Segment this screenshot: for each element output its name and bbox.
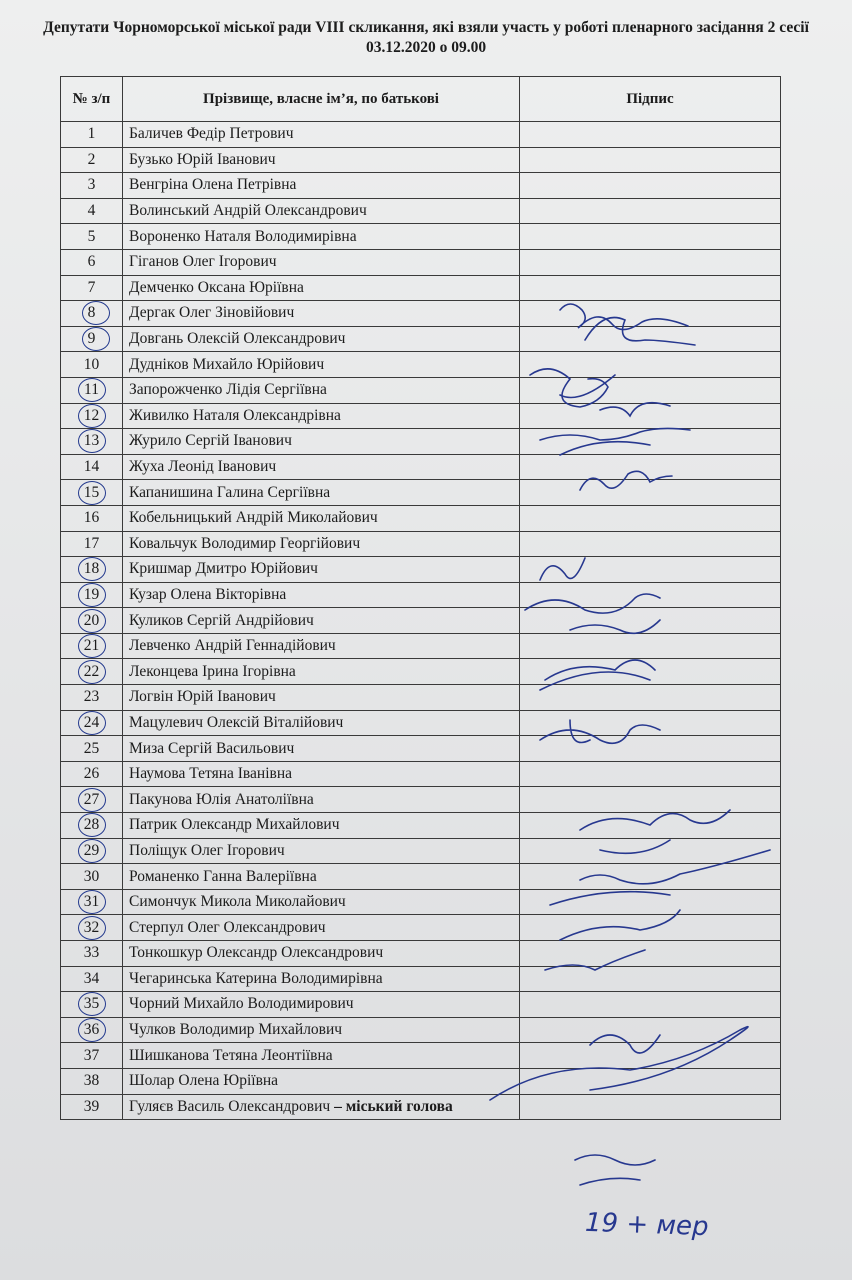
table-row: [61, 710, 781, 736]
table-row: [61, 454, 781, 480]
deputy-name: [123, 147, 520, 173]
table-row: [61, 787, 781, 813]
deputy-name: [123, 275, 520, 301]
deputy-name-text: Запорожченко Лідія Сергіївна: [129, 381, 327, 399]
signature-cell: [520, 531, 781, 557]
signature-cell: [520, 173, 781, 199]
deputy-name: [123, 557, 520, 583]
row-number: [61, 505, 123, 531]
deputy-name-text: Журило Сергій Іванович: [129, 432, 292, 450]
deputy-name-text: Романенко Ганна Валеріївна: [129, 867, 317, 885]
deputy-name-text: Дергак Олег Зіновійович: [129, 304, 295, 322]
deputy-name-text: Симончук Микола Миколайович: [129, 893, 346, 911]
row-number-value: 4: [87, 202, 96, 220]
deputy-name: [123, 403, 520, 429]
signature-cell: [520, 582, 781, 608]
signature-cell: [520, 889, 781, 915]
signature-cell: [520, 429, 781, 455]
row-number-value: 18: [83, 560, 100, 578]
signature-cell: [520, 147, 781, 173]
table-row: [61, 1094, 781, 1120]
row-number-value: 2: [87, 150, 96, 168]
header-signature: Підпис: [520, 77, 781, 122]
signature-cell: [520, 1068, 781, 1094]
row-number: [61, 736, 123, 762]
deputy-name-text: Пакунова Юлія Анатоліївна: [129, 790, 314, 808]
row-number: [61, 301, 123, 327]
signature-cell: [520, 941, 781, 967]
row-number-value: 13: [83, 432, 100, 450]
deputy-name-text: Кузар Олена Вікторівна: [129, 585, 287, 603]
row-number: [61, 326, 123, 352]
deputy-name-text: Чулков Володимир Михайлович: [129, 1021, 343, 1039]
deputy-name: [123, 736, 520, 762]
deputy-name-text: Мацулевич Олексій Віталійович: [129, 713, 344, 731]
table-row: [61, 633, 781, 659]
deputy-name: [123, 224, 520, 250]
deputy-name: [123, 659, 520, 685]
row-number: [61, 531, 123, 557]
handwritten-total-note: 19 + мер: [584, 1207, 710, 1243]
row-number-value: 9: [87, 330, 96, 348]
row-number: [61, 889, 123, 915]
row-number: [61, 275, 123, 301]
row-number-value: 23: [83, 688, 100, 706]
deputy-name: [123, 377, 520, 403]
document-title: Депутати Чорноморської міської ради VIII скликання, які взяли участь у роботі пленарного засідання 2 сесії 03.12.2020 о 09.00: [43, 19, 809, 56]
row-number-value: 27: [83, 790, 100, 808]
deputy-name: [123, 761, 520, 787]
row-number: [61, 480, 123, 506]
row-number-value: 3: [87, 176, 96, 194]
signature-cell: [520, 249, 781, 275]
row-number: [61, 941, 123, 967]
header-full-name: Прізвище, власне ім’я, по батькові: [123, 77, 520, 122]
table-row: [61, 838, 781, 864]
deputy-name: [123, 685, 520, 711]
deputy-name-text: Леконцева Ірина Ігорівна: [129, 662, 296, 680]
deputy-name: [123, 198, 520, 224]
row-number: [61, 173, 123, 199]
deputy-name-text: Капанишина Галина Сергіївна: [129, 483, 331, 501]
deputy-name: [123, 454, 520, 480]
row-number-value: 33: [83, 944, 100, 962]
signature-cell: [520, 377, 781, 403]
deputy-name-text: Баличев Федір Петрович: [129, 125, 294, 143]
row-number-value: 31: [83, 893, 100, 911]
row-number: [61, 249, 123, 275]
row-number: [61, 710, 123, 736]
row-number: [61, 838, 123, 864]
signature-cell: [520, 608, 781, 634]
signature-cell: [520, 454, 781, 480]
table-row: [61, 173, 781, 199]
signature-cell: [520, 403, 781, 429]
deputy-name-text: Кобельницький Андрій Миколайович: [129, 509, 378, 527]
row-number-value: 15: [83, 483, 100, 501]
table-row: [61, 992, 781, 1018]
row-number: [61, 813, 123, 839]
table-row: [61, 736, 781, 762]
signature-cell: [520, 710, 781, 736]
row-number-value: 39: [83, 1097, 100, 1115]
row-number: [61, 659, 123, 685]
row-number: [61, 864, 123, 890]
row-number: [61, 122, 123, 148]
table-row: [61, 480, 781, 506]
deputy-name-text: Кришмар Дмитро Юрійович: [129, 560, 318, 578]
deputy-name-text: Логвін Юрій Іванович: [129, 688, 276, 706]
deputy-name: [123, 1094, 520, 1120]
row-number-value: 16: [83, 509, 100, 527]
row-number-value: 37: [83, 1046, 100, 1064]
row-number: [61, 1094, 123, 1120]
row-number-value: 1: [87, 125, 96, 143]
signature-cell: [520, 915, 781, 941]
row-number-value: 35: [83, 995, 100, 1013]
row-number-value: 36: [83, 1021, 100, 1039]
deputy-name-text: Довгань Олексій Олександрович: [129, 330, 346, 348]
deputy-name: [123, 787, 520, 813]
deputy-name-text: Чегаринська Катерина Володимирівна: [129, 969, 383, 987]
deputy-name-text: Гіганов Олег Ігорович: [129, 253, 277, 271]
row-number-value: 34: [83, 969, 100, 987]
deputy-name: [123, 352, 520, 378]
table-row: [61, 915, 781, 941]
deputy-name-text: Левченко Андрій Геннадійович: [129, 637, 336, 655]
row-number: [61, 966, 123, 992]
row-number-value: 29: [83, 841, 100, 859]
row-number: [61, 224, 123, 250]
signature-cell: [520, 761, 781, 787]
deputy-name: [123, 889, 520, 915]
attendance-table: [60, 76, 781, 1120]
signature-cell: [520, 480, 781, 506]
deputy-name: [123, 838, 520, 864]
row-number-value: 22: [83, 662, 100, 680]
deputy-name-text: Демченко Оксана Юріївна: [129, 278, 304, 296]
row-number: [61, 1068, 123, 1094]
signature-cell: [520, 787, 781, 813]
signature-cell: [520, 633, 781, 659]
row-number: [61, 992, 123, 1018]
deputy-name: [123, 122, 520, 148]
row-number: [61, 198, 123, 224]
mayor-title: – міський голова: [330, 1097, 453, 1115]
row-number-value: 8: [87, 304, 96, 322]
row-number: [61, 147, 123, 173]
deputy-name-text: Шолар Олена Юріївна: [129, 1072, 279, 1090]
deputy-name-text: Куликов Сергій Андрійович: [129, 611, 314, 629]
table-row: [61, 122, 781, 148]
deputy-name: [123, 633, 520, 659]
row-number-value: 7: [87, 278, 96, 296]
row-number: [61, 1017, 123, 1043]
deputy-name-text: Поліщук Олег Ігорович: [129, 841, 285, 859]
deputy-name: [123, 531, 520, 557]
deputy-name-text: Тонкошкур Олександр Олександрович: [129, 944, 384, 962]
deputy-name-text: Вороненко Наталя Володимирівна: [129, 227, 357, 245]
row-number: [61, 582, 123, 608]
deputy-name-text: Шишканова Тетяна Леонтіївна: [129, 1046, 333, 1064]
row-number: [61, 1043, 123, 1069]
table-row: [61, 889, 781, 915]
row-number: [61, 787, 123, 813]
table-header-row: [61, 77, 781, 122]
deputy-name: [123, 1017, 520, 1043]
deputy-name: [123, 505, 520, 531]
table-row: [61, 531, 781, 557]
table-row: [61, 505, 781, 531]
table-row: [61, 429, 781, 455]
deputy-name: [123, 992, 520, 1018]
deputy-name-text: Ковальчук Володимир Георгійович: [129, 534, 361, 552]
row-number: [61, 454, 123, 480]
table-row: [61, 685, 781, 711]
table-row: [61, 352, 781, 378]
row-number-value: 20: [83, 611, 100, 629]
row-number: [61, 761, 123, 787]
table-row: [61, 659, 781, 685]
row-number: [61, 608, 123, 634]
deputy-name: [123, 173, 520, 199]
deputy-name: [123, 326, 520, 352]
row-number-value: 28: [83, 816, 100, 834]
deputy-name: [123, 941, 520, 967]
row-number-value: 6: [87, 253, 96, 271]
row-number: [61, 403, 123, 429]
deputy-name: [123, 813, 520, 839]
deputy-name: [123, 915, 520, 941]
row-number-value: 38: [83, 1072, 100, 1090]
table-row: [61, 301, 781, 327]
table-row: [61, 966, 781, 992]
row-number: [61, 352, 123, 378]
deputy-name: [123, 301, 520, 327]
table-row: [61, 1068, 781, 1094]
deputy-name: [123, 582, 520, 608]
table-row: [61, 1043, 781, 1069]
table-row: [61, 147, 781, 173]
signature-cell: [520, 736, 781, 762]
table-row: [61, 275, 781, 301]
table-row: [61, 761, 781, 787]
deputy-name-text: Стерпул Олег Олександрович: [129, 918, 326, 936]
row-number-value: 17: [83, 534, 100, 552]
signature-cell: [520, 275, 781, 301]
signature-cell: [520, 301, 781, 327]
deputy-name-text: Чорний Михайло Володимирович: [129, 995, 354, 1013]
deputy-name-text: Живилко Наталя Олександрівна: [129, 406, 341, 424]
row-number-value: 14: [83, 458, 100, 476]
row-number: [61, 685, 123, 711]
signature-cell: [520, 1043, 781, 1069]
deputy-name: [123, 864, 520, 890]
table-row: [61, 326, 781, 352]
signature-cell: [520, 198, 781, 224]
deputy-name: [123, 710, 520, 736]
row-number: [61, 915, 123, 941]
table-row: [61, 1017, 781, 1043]
signature-cell: [520, 685, 781, 711]
signature-cell: [520, 326, 781, 352]
table-row: [61, 608, 781, 634]
table-row: [61, 249, 781, 275]
table-row: [61, 377, 781, 403]
signature-cell: [520, 1017, 781, 1043]
table-row: [61, 582, 781, 608]
row-number-value: 32: [83, 918, 100, 936]
row-number-value: 30: [83, 867, 100, 885]
row-number: [61, 633, 123, 659]
row-number-value: 11: [84, 381, 99, 399]
row-number-value: 10: [83, 355, 100, 373]
signature-cell: [520, 1094, 781, 1120]
deputy-name: [123, 966, 520, 992]
signature-cell: [520, 659, 781, 685]
signature-cell: [520, 864, 781, 890]
deputy-name-text: Наумова Тетяна Іванівна: [129, 765, 293, 783]
row-number-value: 26: [83, 765, 100, 783]
deputy-name: [123, 480, 520, 506]
deputy-name-text: Гуляєв Василь Олександрович: [129, 1097, 331, 1115]
deputy-name: [123, 249, 520, 275]
deputy-name: [123, 429, 520, 455]
row-number-value: 24: [83, 713, 100, 731]
signature-cell: [520, 557, 781, 583]
deputy-name-text: Патрик Олександр Михайлович: [129, 816, 340, 834]
signature-cell: [520, 838, 781, 864]
table-row: [61, 864, 781, 890]
table-body: [61, 122, 781, 1120]
row-number-value: 19: [83, 585, 100, 603]
deputy-name-text: Бузько Юрій Іванович: [129, 150, 276, 168]
signature-cell: [520, 352, 781, 378]
signature-cell: [520, 505, 781, 531]
deputy-name-text: Венгріна Олена Петрівна: [129, 176, 297, 194]
table-row: [61, 813, 781, 839]
deputy-name-text: Волинський Андрій Олександрович: [129, 202, 367, 220]
header-number: № з/п: [61, 77, 123, 122]
table-row: [61, 403, 781, 429]
row-number: [61, 429, 123, 455]
signature-cell: [520, 813, 781, 839]
row-number-value: 25: [83, 739, 100, 757]
deputy-name-text: Жуха Леонід Іванович: [129, 458, 277, 476]
table-row: [61, 224, 781, 250]
table-row: [61, 941, 781, 967]
deputy-name: [123, 1068, 520, 1094]
deputy-name: [123, 608, 520, 634]
table-row: [61, 557, 781, 583]
signature-cell: [520, 224, 781, 250]
table-row: [61, 198, 781, 224]
deputy-name-text: Дудніков Михайло Юрійович: [129, 355, 325, 373]
row-number: [61, 377, 123, 403]
signature-cell: [520, 966, 781, 992]
row-number-value: 12: [83, 406, 100, 424]
signature-cell: [520, 992, 781, 1018]
signature-cell: [520, 122, 781, 148]
deputy-name-text: Миза Сергій Васильович: [129, 739, 295, 757]
row-number: [61, 557, 123, 583]
row-number-value: 5: [87, 227, 96, 245]
row-number-value: 21: [83, 637, 100, 655]
deputy-name: [123, 1043, 520, 1069]
